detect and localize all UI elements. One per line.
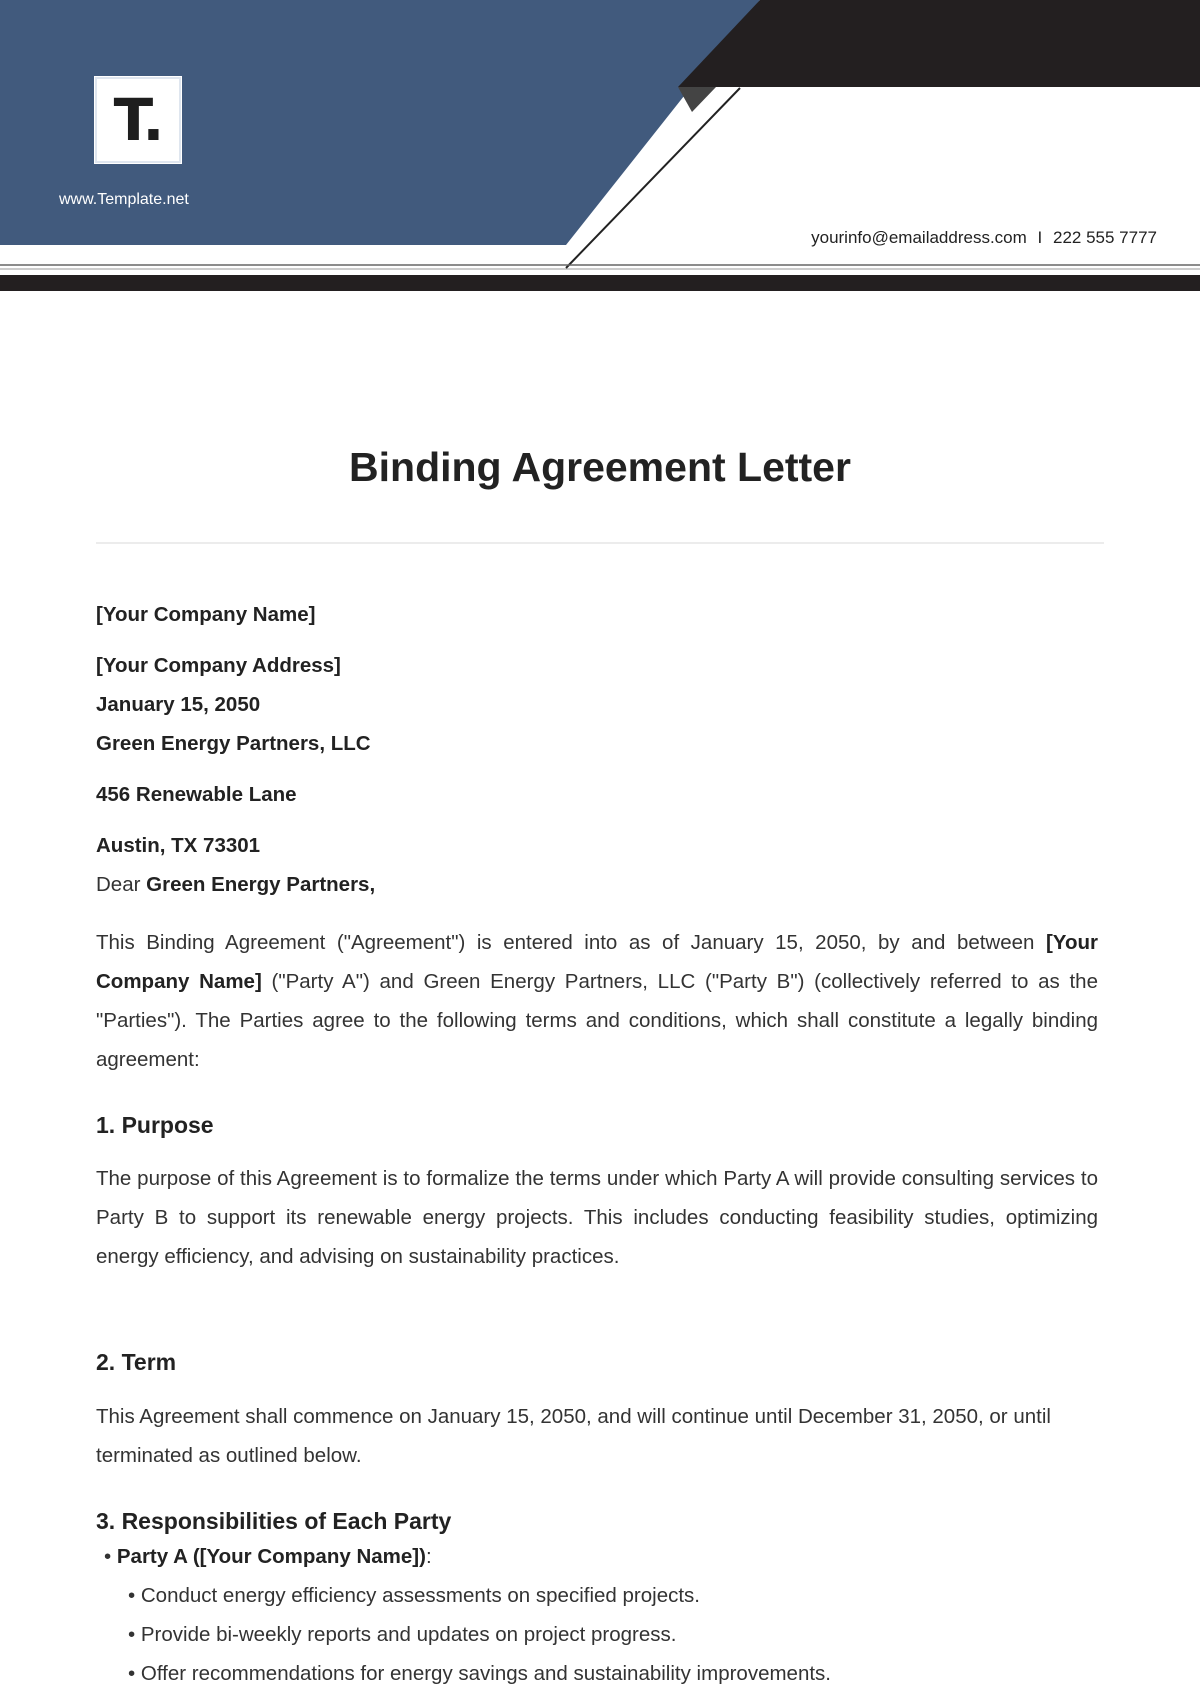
list-item: • Offer recommendations for energy savings and sustainability improvements. [128,1662,831,1685]
salutation: Dear Green Energy Partners, [96,873,376,896]
recipient-name: Green Energy Partners, LLC [96,732,371,755]
phone-text: 222 555 7777 [1053,228,1157,247]
document-title: Binding Agreement Letter [349,444,851,490]
header-black-bar [0,275,1200,291]
sender-company-name: [Your Company Name] [96,603,316,626]
list-item: • Provide bi-weekly reports and updates on project progress. [128,1623,677,1646]
fold-shadow [678,87,716,112]
recipient-street: 456 Renewable Lane [96,783,297,806]
list-item: • Conduct energy efficiency assessments on specified projects. [128,1584,700,1607]
purpose-paragraph: The purpose of this Agreement is to formalize the terms under which Party A will provide consulting services to Party B to support its renewable energy projects. This includes conducting feasibility studies, optimizing energy efficiency, and advising on sustainability practices. [96,1167,1098,1268]
party-a-bullet: • Party A ([Your Company Name]): [104,1545,432,1568]
contact-separator: I [1037,228,1043,247]
website-text: www.Template.net [59,191,189,208]
email-text: yourinfo@emailaddress.com [811,228,1027,247]
title-divider [96,542,1104,544]
section-heading-purpose: 1. Purpose [96,1112,214,1138]
company-logo: T. [95,77,181,163]
section-heading-term: 2. Term [96,1349,177,1375]
intro-paragraph: This Binding Agreement ("Agreement") is entered into as of January 15, 2050, by and between [Your Company Name] ("Party A") and Green Energy Partners, LLC ("Party B") (collectively referred to as the "Parties"). The Parties agree to the following terms and conditions, which shall constitute a legally binding agreement: [96,931,1098,1071]
black-header-band [678,0,1200,87]
section-heading-responsibilities: 3. Responsibilities of Each Party [96,1508,452,1534]
contact-info [811,228,1157,248]
letter-date: January 15, 2050 [96,693,261,716]
term-paragraph: This Agreement shall commence on January 15, 2050, and will continue until December 31, 2050, or until terminated as outlined below. [96,1405,1051,1467]
sender-company-address: [Your Company Address] [96,654,341,677]
recipient-city: Austin, TX 73301 [96,834,261,857]
